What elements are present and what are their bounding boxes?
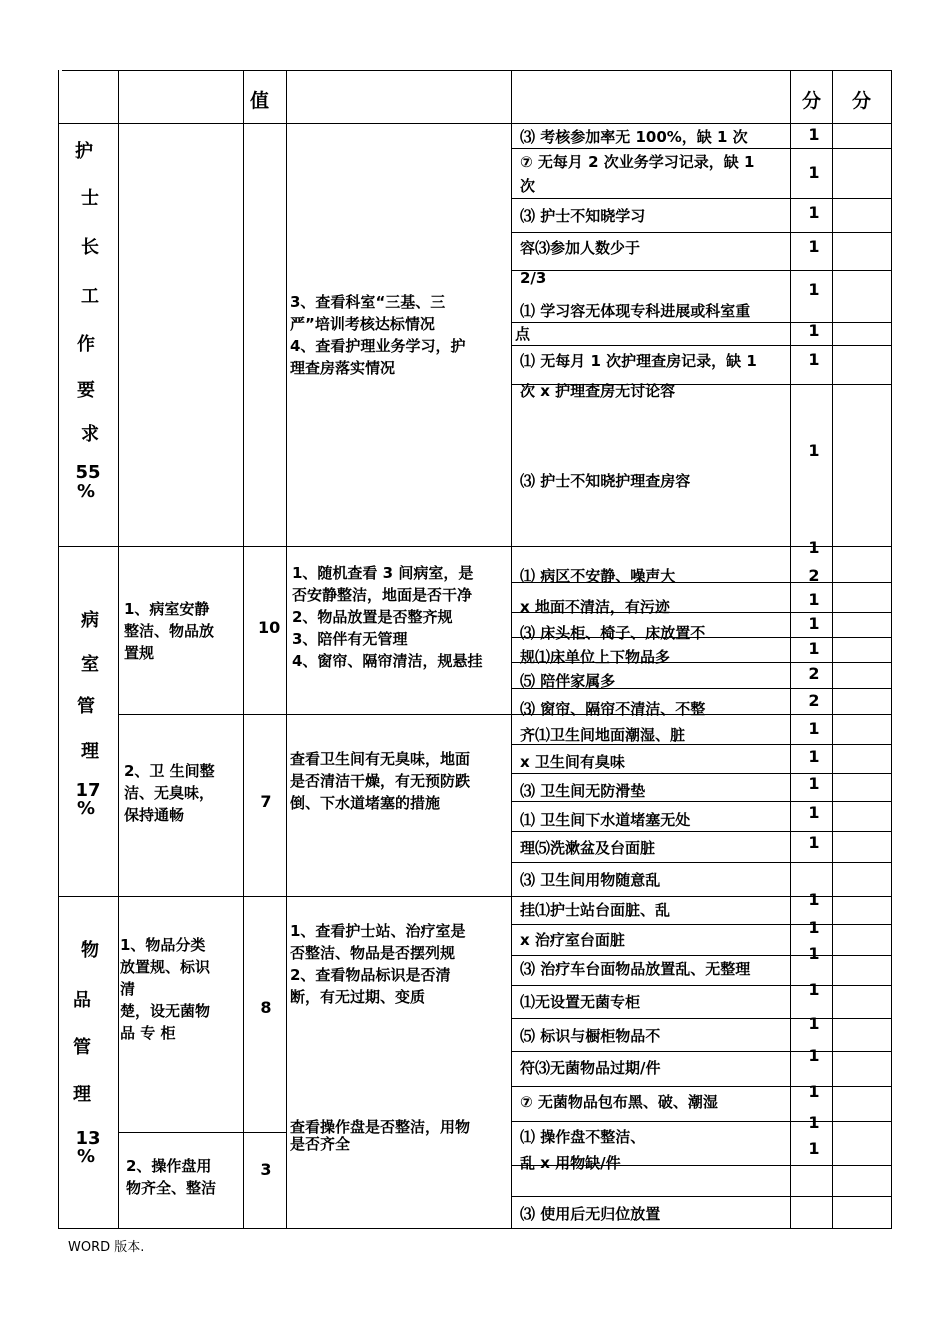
row-line (512, 270, 892, 271)
category-char: 17 (75, 780, 101, 801)
row-line (512, 232, 892, 233)
item-text: x 地面不清洁，有污迹 (520, 598, 670, 616)
item-score: 1 (808, 1046, 820, 1065)
row-line (512, 198, 892, 199)
item-text: ⑦ 无菌物品包布黑、破、潮湿 (520, 1093, 718, 1111)
row-line (512, 924, 892, 925)
item-score: 2 (808, 566, 820, 585)
row-line (512, 148, 892, 149)
category-char: 管 (77, 696, 95, 717)
item-text: ⑶ 窗帘、隔帘不清洁、不整 (520, 700, 706, 718)
item-text: ⑶ 治疗车台面物品放置乱、无整理 (520, 960, 751, 978)
sub-item-value: 3 (260, 1160, 272, 1179)
category-char: 作 (77, 334, 95, 355)
item-text: 乱 x 用物缺/件 (520, 1154, 621, 1172)
col-line (58, 70, 59, 1228)
item-text: ⑶ 护士不知晓学习 (520, 207, 646, 225)
sub-item-label: 2、卫 生间整 洁、无臭味， 保持通畅 (124, 762, 215, 824)
item-score: 1 (808, 280, 820, 299)
table-header-bottom (58, 123, 892, 124)
item-text: ⑸ 标识与橱柜物品不 (520, 1027, 661, 1045)
item-text: ⑴ 操作盘不整洁、 (520, 1128, 646, 1146)
sub-item-value: 7 (260, 792, 272, 811)
item-score: 1 (808, 719, 820, 738)
item-text: ⑶ 护士不知晓护理查房容 (520, 472, 691, 490)
header-value: 值 (250, 90, 270, 112)
category-char: 要 (77, 380, 95, 401)
item-text: 2/3 (520, 269, 547, 287)
item-score: 2 (808, 691, 820, 710)
item-text: 齐⑴卫生间地面潮湿、脏 (520, 726, 686, 744)
category-char: 护 (75, 141, 93, 162)
item-score: 1 (808, 918, 820, 937)
criteria-text: 1、查看护士站、治疗室是 否整洁、物品是否摆列规 2、查看物品标识是否清 断，有无过期、变质 (290, 922, 466, 1006)
item-text: 点 (515, 325, 531, 343)
row-line (512, 322, 892, 323)
item-text: ⑶ 卫生间无防滑垫 (520, 782, 646, 800)
header-score-1: 分 (802, 90, 822, 112)
item-score: 1 (808, 441, 820, 460)
table-border-top (62, 70, 892, 71)
item-score: 2 (808, 664, 820, 683)
item-text: ⑴ 病区不安静、噪声大 (520, 567, 676, 585)
item-text: ⑶ 使用后无归位放置 (520, 1205, 661, 1223)
row-line (512, 985, 892, 986)
table-border-bottom (58, 1228, 892, 1229)
col-line (286, 70, 287, 1228)
col-line (790, 70, 791, 1228)
sub-item-value: 10 (258, 618, 281, 637)
item-score: 1 (808, 1014, 820, 1033)
section-divider (58, 546, 892, 547)
category-char: 长 (81, 237, 99, 258)
item-text: ⑴ 学习容无体现专科进展或科室重 (520, 302, 751, 320)
category-char: 物 (81, 940, 99, 961)
item-text: ⑴无设置无菌专柜 (520, 993, 641, 1011)
section-divider (58, 896, 892, 897)
sub-item-label: 1、病室安静 整洁、物品放 置规 (124, 600, 215, 662)
col-line (118, 70, 119, 1228)
category-char: 工 (81, 286, 99, 307)
item-text: x 治疗室台面脏 (520, 931, 625, 949)
criteria-text: 1、随机查看 3 间病室，是 否安静整洁，地面是否干净 2、物品放置是否整齐规 3、陪伴有无管理 4、窗帘、隔帘清洁，规悬挂 (292, 564, 483, 670)
category-char: 品 (73, 990, 91, 1011)
category-char: 55 (75, 462, 101, 483)
item-text: ⑶ 卫生间用物随意乱 (520, 871, 661, 889)
row-line (512, 1121, 892, 1122)
item-text: ⑶ 考核参加率无 100%，缺 1 次 (520, 128, 748, 146)
row-line (512, 955, 892, 956)
criteria-text: 查看卫生间有无臭味，地面 是否清洁干燥，有无预防跌 倒、下水道堵塞的措施 (290, 750, 471, 812)
row-line (512, 1018, 892, 1019)
col-line (832, 70, 833, 1228)
criteria-text: 查看操作盘是否整洁，用物 是否齐全 (290, 1118, 471, 1153)
item-text: 挂⑴护士站台面脏、乱 (520, 901, 671, 919)
sub-item-label: 2、操作盘用 物齐全、整洁 (126, 1157, 217, 1197)
footer-text: WORD 版本. (68, 1240, 145, 1255)
item-text: ⑦ 无每月 2 次业务学习记录，缺 1 (520, 153, 755, 171)
sub-item-label: 1、物品分类 放置规、标识 清 楚，设无菌物 品 专 柜 (120, 936, 211, 1042)
item-score: 1 (808, 890, 820, 909)
category-char: 室 (81, 654, 99, 675)
item-score: 1 (808, 163, 820, 182)
item-text: ⑸ 陪伴家属多 (520, 672, 616, 690)
row-line (512, 831, 892, 832)
sub-item-value: 8 (260, 998, 272, 1017)
item-score: 1 (808, 803, 820, 822)
item-score: 1 (808, 321, 820, 340)
item-score: 1 (808, 944, 820, 963)
category-char: 管 (73, 1037, 91, 1058)
item-score: 1 (808, 237, 820, 256)
category-char: % (76, 481, 96, 502)
item-text: 理⑸洗漱盆及台面脏 (520, 839, 656, 857)
category-char: 理 (81, 741, 99, 762)
item-text: x 卫生间有臭味 (520, 753, 625, 771)
item-score: 1 (808, 747, 820, 766)
item-text: ⑴ 无每月 1 次护理查房记录，缺 1 (520, 352, 757, 370)
item-text: 次 (520, 177, 536, 195)
col-line (243, 70, 244, 1228)
item-score: 1 (808, 774, 820, 793)
item-score: 1 (808, 203, 820, 222)
item-text: ⑶ 床头柜、椅子、床放置不 (520, 624, 706, 642)
row-line (512, 773, 892, 774)
item-text: ⑴ 卫生间下水道堵塞无处 (520, 811, 691, 829)
item-text: 容⑶参加人数少于 (520, 239, 641, 257)
criteria-text: 3、查看科室“三基、三 严”培训考核达标情况 4、查看护理业务学习，护 理查房落实情况 (290, 293, 466, 377)
item-score: 1 (808, 1113, 820, 1132)
category-char: 理 (73, 1084, 91, 1105)
category-char: 士 (81, 188, 99, 209)
item-score: 1 (808, 350, 820, 369)
sub-divider (118, 714, 512, 715)
item-score: 1 (808, 590, 820, 609)
item-score: 1 (808, 538, 820, 557)
col-line (511, 70, 512, 1228)
item-text: 规⑴床单位上下物品多 (520, 648, 671, 666)
item-score: 1 (808, 1139, 820, 1158)
item-text: 次 x 护理查房无讨论容 (520, 382, 676, 400)
category-char: 13 (75, 1128, 101, 1149)
sub-divider (118, 1132, 286, 1133)
item-score: 1 (808, 980, 820, 999)
row-line (512, 345, 892, 346)
row-line (512, 1051, 892, 1052)
row-line (512, 1086, 892, 1087)
category-char: % (76, 798, 96, 819)
category-char: 病 (81, 610, 99, 631)
item-score: 1 (808, 125, 820, 144)
category-char: 求 (81, 424, 99, 445)
item-text: 符⑶无菌物品过期/件 (520, 1059, 661, 1077)
item-score: 1 (808, 614, 820, 633)
header-score-2: 分 (852, 90, 872, 112)
category-char: % (76, 1146, 96, 1167)
item-score: 1 (808, 639, 820, 658)
row-line (512, 862, 892, 863)
col-line (891, 70, 892, 1228)
row-line (512, 1196, 892, 1197)
item-score: 1 (808, 1082, 820, 1101)
item-score: 1 (808, 833, 820, 852)
